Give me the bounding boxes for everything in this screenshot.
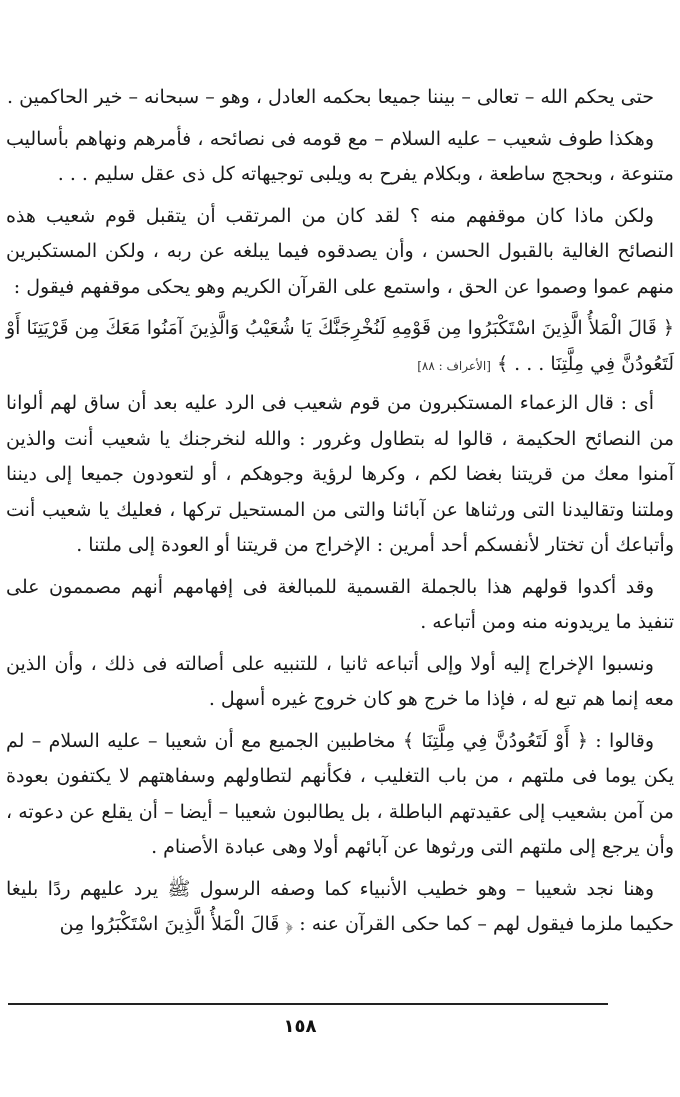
paragraph-3: ولكن ماذا كان موقفهم منه ؟ لقد كان من المرتقب أن يتقبل قوم شعيب هذه النصائح الغالية بالقبول الحسن ، وأن يصدقوه فيما يبلغه عن ربه ، ولكن المستكبرين منهم عموا وصموا عن الحق ، واستمع على القرآن الكريم وهو يحكى موقفهم فيقول : [6,204,674,298]
quran-verse-text: ﴿ قَالَ الْمَلأُ الَّذِينَ اسْتَكْبَرُوا مِن قَوْمِهِ لَنُخْرِجَنَّكَ يَا شُعَيْبُ وَالَّذِينَ آمَنُوا مَعَكَ مِن قَرْيَتِنَا أَوْ لَتَعُودُنَّ فِي مِلَّتِنَا . . . ﴾ [6,317,674,375]
paragraph-7: وقالوا : ﴿ أَوْ لَتَعُودُنَّ فِي مِلَّتِنَا ﴾ مخاطبين الجميع مع أن شعيبا – عليه السلام – لم يكن يوما فى ملتهم ، من باب التغليب ، فكأنهم لتطاولهم وسفاهتهم لا يكتفون بعودة من آمن بشعيب إلى عقيدتهم الباطلة ، بل يطالبون شعيبا – أيضا – أن يقلع عن دعوته ، وأن يرجع إلى ملتهم التى ورثوها عن آبائهم أولا وهى عبادة الأصنام . [6,729,674,858]
body-text [6,80,674,949]
quran-verse [6,311,674,384]
paragraph-5: وقد أكدوا قولهم هذا بالجملة القسمية للمبالغة فى إفهامهم أنهم مصممون على تنفيذ ما يريدونه منه ومن أتباعه . [6,575,674,633]
paragraph-6: ونسبوا الإخراج إليه أولا وإلى أتباعه ثانيا ، للتنبيه على أصالته فى ذلك ، وأن الذين معه إنما هم تبع له ، فإذا ما خرج هو كان خروج غيره أسهل . [6,652,674,710]
paragraph-4: أى : قال الزعماء المستكبرون من قوم شعيب فى الرد عليه بعد أن ساق لهم ألوانا من النصائح الحكيمة ، قالوا له بتطاول وغرور : والله لنخرجنك يا شعيب أنت والذين آمنوا معك من قريتنا بغضا لكم ، وكرها لرؤية وجوهكم ، أو لتعودون جميعا إلى ديننا وملتنا وتقاليدنا التى ورثناها عن آبائنا والتى من المستحيل تركها ، فعليك يا شعيب أنت وأتباعك أن تختار لأنفسكم أحد أمرين : الإخراج من قريتنا أو العودة إلى ملتنا . [6,392,674,556]
paragraph-1: حتى يحكم الله – تعالى – بيننا جميعا بحكمه العادل ، وهو – سبحانه – خير الحاكمين . [7,86,654,108]
paragraph-8: وهنا نجد شعيبا – وهو خطيب الأنبياء كما وصفه الرسول ﷺ يرد عليهم ردًا بليغا حكيما ملزما فيقول لهم – كما حكى القرآن عنه : ﴿ قَالَ الْمَلأُ الَّذِينَ اسْتَكْبَرُوا مِن [6,877,674,935]
verse-reference: [الأعراف : ٨٨] [417,358,491,373]
paragraph-2: وهكذا طوف شعيب – عليه السلام – مع قومه فى نصائحه ، فأمرهم ونهاهم بأساليب متنوعة ، وبحجج ساطعة ، وبكلام يفرح به ويلبى توجيهاته كل ذى عقل سليم . . . [6,127,674,185]
footer-rule [8,1003,608,1005]
page-number: ١٥٨ [283,1016,317,1037]
